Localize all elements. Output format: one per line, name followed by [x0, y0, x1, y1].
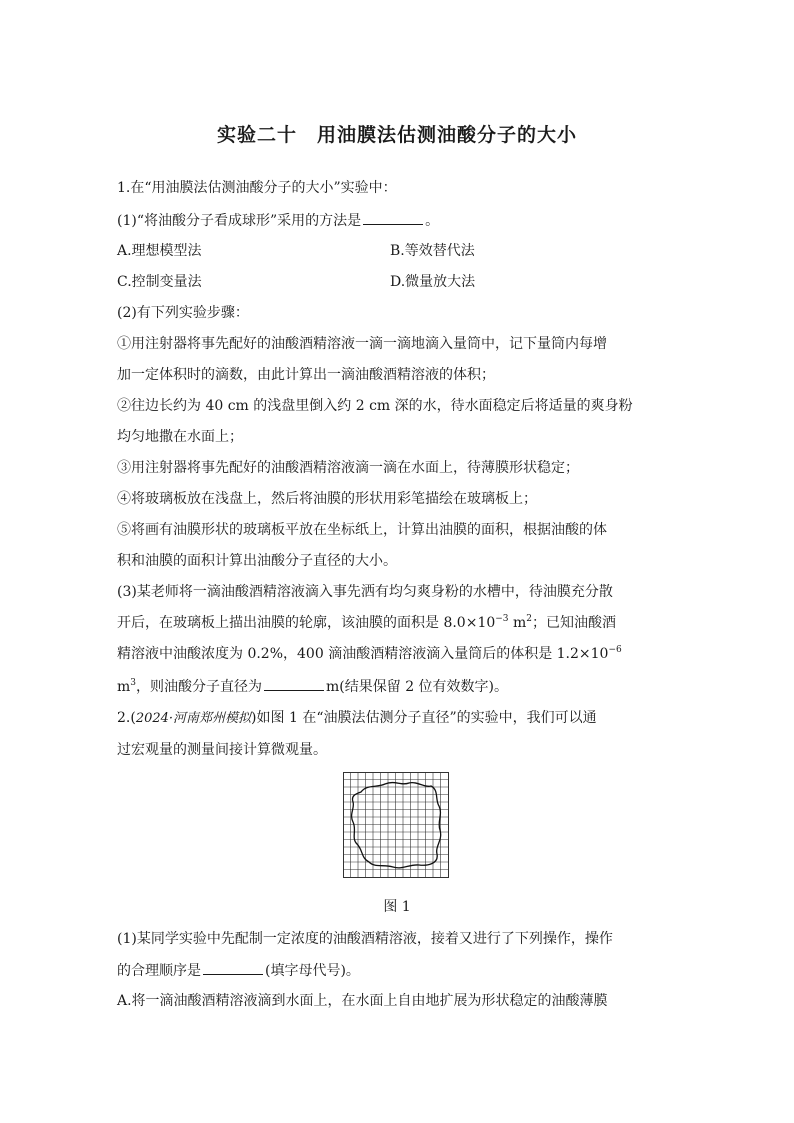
step-4: ④将玻璃板放在浅盘上，然后将油膜的形状用彩笔描绘在玻璃板上；	[117, 491, 537, 507]
step-5-line-2: 积和油膜的面积计算出油酸分子直径的大小。	[117, 553, 397, 569]
q1-part2: (2)有下列实验步骤：	[117, 305, 249, 321]
text-span: ，则油酸分子直径为	[136, 679, 263, 695]
option-b: B.等效替代法	[390, 243, 475, 259]
figure-caption: 图 1	[383, 899, 411, 915]
exponent: 2	[526, 614, 533, 624]
q1-part1-text: (1)“将油酸分子看成球形”采用的方法是	[117, 213, 362, 229]
q1-part3-line-3	[117, 644, 687, 664]
text-span: 开后，在玻璃板上描出油膜的轮廓，该油膜的面积是 8.0×10	[117, 615, 496, 631]
exponent: −3	[495, 614, 509, 624]
step-2-line-1: ②往边长约为 40 cm 的浅盘里倒入约 2 cm 深的水，待水面稳定后将适量的爽身粉	[117, 398, 633, 414]
option-c: C.控制变量法	[117, 274, 202, 290]
q2-option-a: A.将一滴油酸酒精溶液滴到水面上，在水面上自由地扩展为形状稳定的油酸薄膜	[117, 993, 608, 1009]
q1-part3-line-1: (3)某老师将一滴油酸酒精溶液滴入事先洒有均匀爽身粉的水槽中，待油膜充分散	[117, 584, 613, 600]
step-1-line-2: 加一定体积时的滴数，由此计算出一滴油酸酒精溶液的体积；	[117, 367, 495, 383]
text-span: m	[117, 679, 131, 695]
text-span: ；已知油酸酒	[532, 615, 617, 631]
q2-line-2: 过宏观量的测量间接计算微观量。	[117, 742, 327, 758]
option-d: D.微量放大法	[390, 274, 476, 290]
step-2-line-2: 均匀地撒在水面上；	[117, 429, 243, 445]
answer-blank	[363, 210, 423, 225]
text-span: m(结果保留 2 位有效数字)。	[326, 679, 509, 695]
page-title: 实验二十 用油膜法估测油酸分子的大小	[216, 124, 577, 146]
text-span: (填字母代号)。	[265, 963, 360, 979]
answer-blank	[203, 960, 263, 975]
q1-part3-line-4	[117, 676, 687, 697]
q1-intro: 1.在“用油膜法估测油酸分子的大小”实验中：	[117, 180, 397, 196]
q1-part3-line-2	[117, 613, 687, 633]
oil-film-outline	[352, 783, 441, 868]
oil-film-grid-figure	[343, 772, 449, 878]
text-span: )如图 1 在“油膜法估测分子直径”的实验中，我们可以通	[251, 710, 597, 726]
step-3: ③用注射器将事先配好的油酸酒精溶液滴一滴在水面上，待薄膜形状稳定；	[117, 460, 579, 476]
option-a: A.理想模型法	[117, 243, 202, 259]
question-source: 2024·河南郑州模拟	[135, 711, 252, 726]
exponent: −6	[608, 645, 622, 655]
q2-part1-line-2	[117, 960, 687, 981]
q2-line-1	[117, 708, 687, 729]
answer-blank	[264, 676, 324, 691]
q1-part1-end: 。	[425, 213, 440, 229]
text-span: 的合理顺序是	[117, 963, 201, 979]
q2-part1-line-1: (1)某同学实验中先配制一定浓度的油酸酒精溶液，接着又进行了下列操作，操作	[117, 931, 613, 947]
text-span: m	[508, 615, 527, 631]
exponent: 3	[130, 678, 137, 688]
q1-part1	[117, 210, 687, 231]
step-5-line-1: ⑤将画有油膜形状的玻璃板平放在坐标纸上，计算出油膜的面积，根据油酸的体	[117, 522, 607, 538]
step-1-line-1: ①用注射器将事先配好的油酸酒精溶液一滴一滴地滴入量筒中，记下量筒内每增	[117, 336, 607, 352]
text-span: 精溶液中油酸浓度为 0.2%，400 滴油酸酒精溶液滴入量筒后的体积是 1.2×10	[117, 646, 609, 662]
question-number: 2.(	[117, 710, 136, 726]
